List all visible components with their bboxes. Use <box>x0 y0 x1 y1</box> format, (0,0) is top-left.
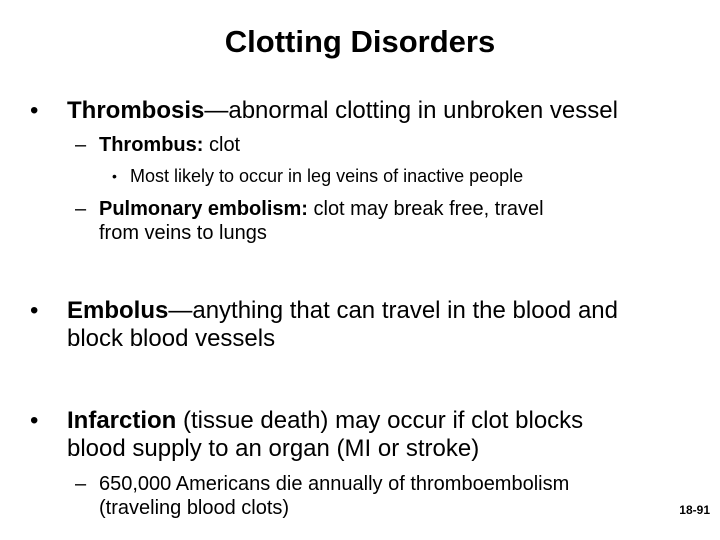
dash-marker: – <box>75 198 87 220</box>
infarction-definition-line2: blood supply to an organ (MI or stroke) <box>67 435 480 462</box>
pulmonary-definition-line2: from veins to lungs <box>99 222 267 244</box>
term-thrombosis: Thrombosis <box>67 97 205 124</box>
leg-veins-text: Most likely to occur in leg veins of inactive people <box>130 166 524 186</box>
infarction-definition-line1: (tissue death) may occur if clot blocks <box>176 407 584 434</box>
dash-marker: – <box>75 473 87 495</box>
slide-number: 18-91 <box>679 503 710 517</box>
americans-line2: (traveling blood clots) <box>99 497 290 519</box>
embolus-definition-line2: block blood vessels <box>67 325 276 352</box>
bullet-text <box>67 407 677 463</box>
small-bullet-marker: • <box>112 168 117 184</box>
americans-line1: 650,000 Americans die annually of thromboembolism <box>99 473 570 495</box>
term-embolus: Embolus <box>67 297 169 324</box>
sub-bullet-text <box>99 472 669 520</box>
bullet-marker: • <box>30 407 39 434</box>
sub-bullet-text <box>99 197 669 245</box>
dash-marker: – <box>75 134 87 156</box>
embolus-definition-line1: —anything that can travel in the blood and <box>168 297 618 324</box>
sub-bullet-text <box>99 133 669 157</box>
bullet-text <box>67 97 677 125</box>
thrombosis-definition: —abnormal clotting in unbroken vessel <box>204 97 618 124</box>
slide-title: Clotting Disorders <box>224 24 496 59</box>
bullet-marker: • <box>30 297 39 324</box>
bullet-text <box>67 297 677 353</box>
thrombus-definition: clot <box>203 134 241 156</box>
pulmonary-definition-line1: clot may break free, travel <box>307 198 544 220</box>
term-infarction: Infarction <box>67 407 177 434</box>
term-thrombus: Thrombus: <box>99 134 204 156</box>
term-pulmonary-embolism: Pulmonary embolism: <box>99 198 308 220</box>
bullet-marker: • <box>30 97 39 124</box>
